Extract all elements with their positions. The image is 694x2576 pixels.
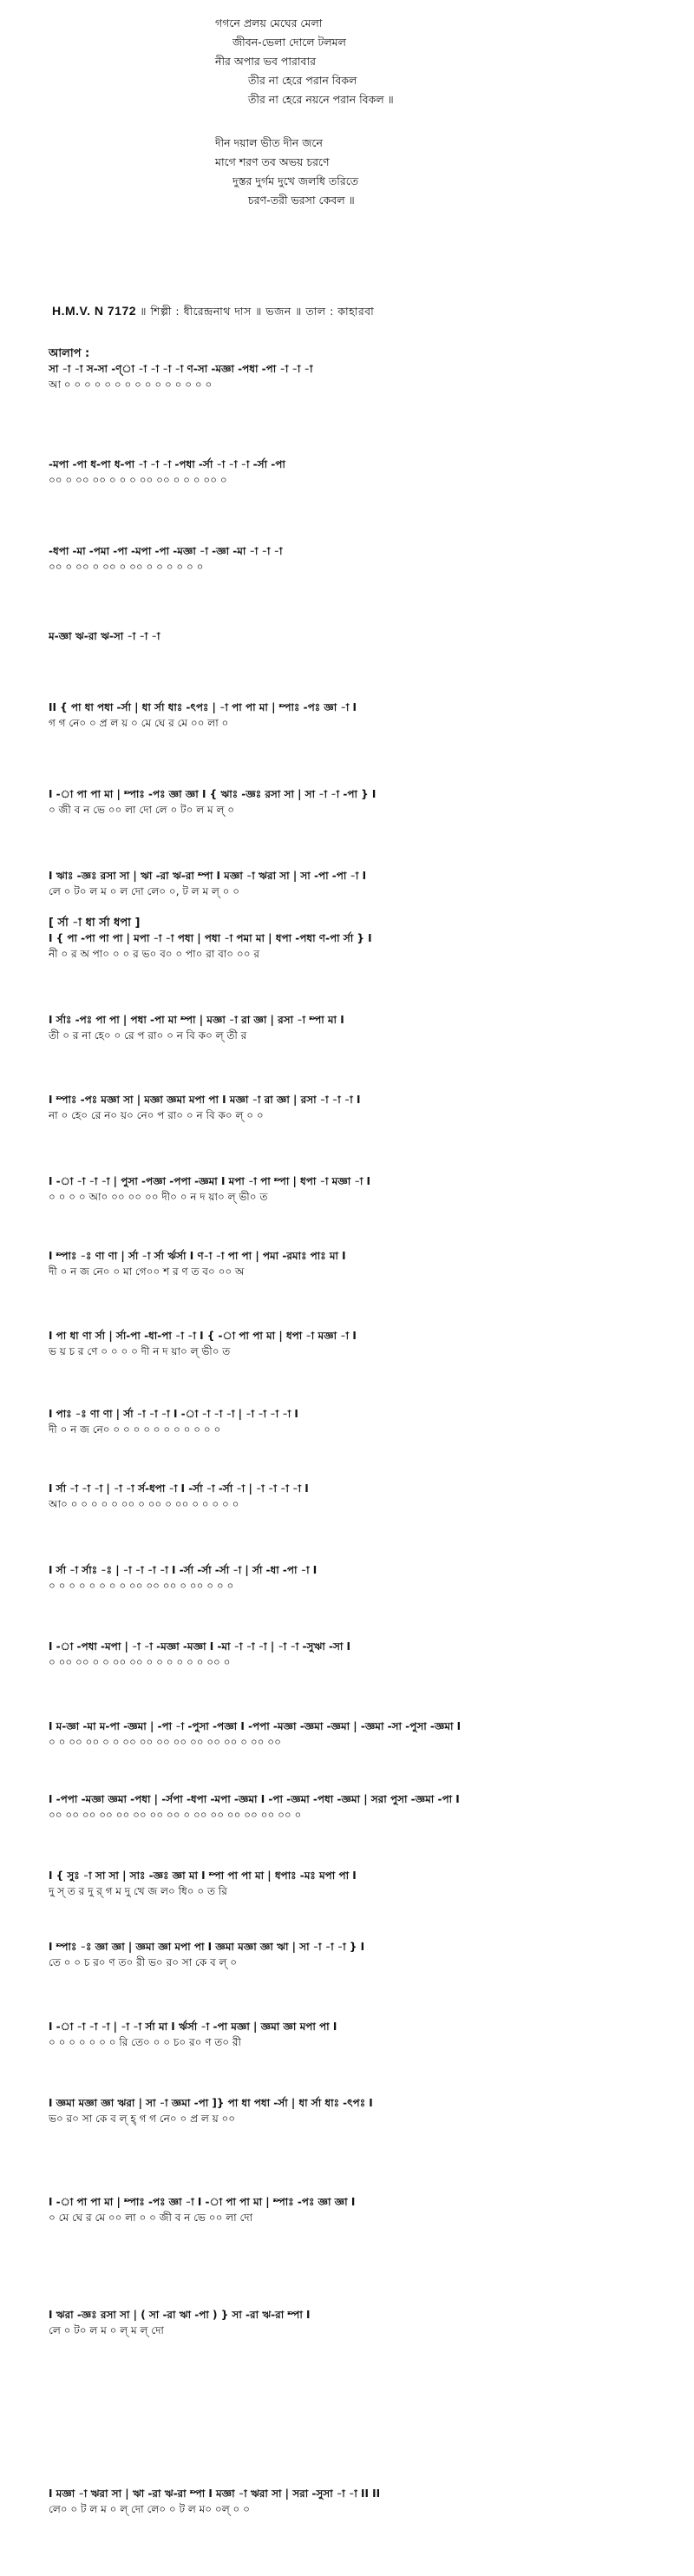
notation-row (49, 2095, 673, 2126)
record-number: H.M.V. N 7172 (52, 304, 137, 318)
notation-row (49, 628, 673, 660)
notation-row (49, 1481, 673, 1512)
notation-row (49, 2194, 673, 2225)
notation-row (49, 2307, 673, 2338)
lyric-line: ভ য় চ র ণে ০ ০ ০ ০ দী ন দ য়া০ ল্‌ ভী০ ত (49, 1345, 231, 1357)
section-label: আলাপ : (49, 347, 90, 360)
notation-row (49, 1939, 673, 1970)
lyric-line: তে ০ ০ চ র০ ণ ত০ রী ভ০ র০ সা কে ব ল্‌ ০ (49, 1956, 238, 1968)
swara-line: I র্সা -া -া -া | -া -া র্স-ধপা -া I -র্সা -া -র্সা -া | -া -া -া -া I (49, 1482, 309, 1495)
lyric-line: লে০ ০ ট ল ম ০ ল্‌ দো লে০ ০ ট ল ম০ ০ল্‌ ০ ০ (49, 2503, 250, 2515)
swara-line: I জ্ঞমা মজ্ঞা জ্ঞা ঋরা | সা -া জ্ঞমা -পা ]} পা ধা পধা -র্সা | ধা র্সা ধাঃ -ৎপঃ I (49, 2097, 373, 2109)
swara-line: I ঋাঃ -জ্ঞঃ রসা সা | ঋা -রা ঋ-রা ম্পা I মজ্ঞা -া ঋরা সা | সা -পা -পা -া I (49, 870, 367, 882)
lyric-line: ০০ ০০ ০০ ০০ ০০ ০০ ০০ ০০ ০ ০০ ০০ ০০ ০০ ০০ ০০ ০ (49, 1809, 302, 1821)
lyric-line: ০ ০ ০ ০ ০ ০ ০ ০ ০০ ০০ ০০ ০ ০০ ০ ০ ০ (49, 1580, 234, 1592)
notation-row (49, 543, 673, 575)
swara-line: I { সুঃ -া সা সা | সাঃ -জ্ঞঃ জ্ঞা মা I ম্পা পা পা মা | ধপাঃ -মঃ মপা পা I (49, 1870, 357, 1882)
swara-line: I { পা -পা পা পা | মপা -া -া পধা | পধা -া পমা মা | ধপা -পধা ণ-পা র্সা } I (49, 932, 372, 944)
notation-row (49, 1639, 673, 1670)
swara-line: I ম্পাঃ -ঃ ণা ণা | র্সা -া র্সা র্ঋর্সা I ণ-া -া পা পা | পমা -রমাঃ পাঃ মা I (49, 1250, 346, 1262)
notation-row (49, 1868, 673, 1899)
notation-row (49, 786, 673, 818)
notation-row (49, 1562, 673, 1594)
poem-line: দীন দয়াল ভীত দীন জনে (215, 136, 323, 149)
notation-row (49, 1328, 673, 1359)
swara-line: I -া পা পা মা | ম্পাঃ -পঃ জ্ঞা জ্ঞা I { ঋাঃ -জ্ঞঃ রসা সা | সা -া -া -পা } I (49, 788, 376, 800)
lyric-line: আ০ ০ ০ ০ ০ ০ ০০ ০ ০০ ০ ০০ ০ ০ ০ ০ ০ (49, 1498, 239, 1510)
artist-info: ॥ শিল্পী : ধীরেন্দ্রনাথ দাস ॥ ভজন ॥ তাল : কাহারবা (140, 305, 375, 318)
lyric-line: গ গ নে০ ০ প্র ল য় ০ মে ঘে র মে ০০ লা ০ (49, 717, 229, 729)
lyric-line: ০ ০ ০ ০ আ০ ০০ ০০ ০০ দী০ ০ ন দ য়া০ ল্‌ ভী০ ত (49, 1191, 268, 1203)
notation-row (49, 868, 673, 899)
swara-line: I ম্পাঃ -পঃ মজ্ঞা সা | মজ্ঞা জ্ঞমা মপা পা I মজ্ঞা -া রা জ্ঞা | রসা -া -া -া I (49, 1094, 361, 1106)
swara-line: I পাঃ -ঃ ণা ণা | র্সা -া -া -া I -া -া -া -া | -া -া -া -া I (49, 1408, 298, 1420)
lyric-line (49, 644, 673, 660)
poem-line: মাগে শরণ তব অভয় চরণে (215, 155, 330, 168)
lyric-line: আ ০ ০ ০ ০ ০ ০ ০ ০ ০ ০ ০ ০ ০ ০ ০ (49, 378, 213, 391)
swara-line: I ঋরা -জ্ঞঃ রসা সা | ( সা -রা ঋা -পা ) } সা -রা ঋ-রা ম্পা I (49, 2309, 311, 2321)
notation-row (49, 1718, 673, 1750)
sub-label: [ র্সা -া ধা র্সা ধপা ] (49, 917, 141, 930)
poem-line: দুস্তর দুর্গম দুখে জলধি তরিতে (232, 174, 359, 187)
notation-row (49, 1248, 673, 1279)
lyric-line: লে ০ ট০ ল ম ০ ল দো লে০ ০, ট ল ম ল্‌ ০ ০ (49, 885, 240, 897)
notation-row (49, 1791, 673, 1823)
lyric-line: দু স্‌ ত র দু র্‌ গ ম দু খে জ ল০ ধি০ ০ ত রি (49, 1885, 227, 1897)
swara-line: I -া পা পা মা | ম্পাঃ -পঃ জ্ঞা -া I -া পা পা মা | ম্পাঃ -পঃ জ্ঞা জ্ঞা I (49, 2196, 356, 2208)
swara-line: I -া -পধা -মপা | -া -া -মজ্ঞা -মজ্ঞা I -মা -া -া -া | -া -া -সুঋা -সা I (49, 1640, 351, 1653)
poem-line: গগনে প্রলয় মেঘের মেলা (215, 16, 323, 30)
notation-row (49, 457, 673, 488)
swara-line: I ম-জ্ঞা -মা ম-পা -জ্ঞমা | -পা -া -পুসা -পজ্ঞা I -পপা -মজ্ঞা -জ্ঞমা -জ্ঞমা | -জ্ঞমা -সা -পুসা -জ্ঞমা I (49, 1720, 462, 1732)
poem-line: জীবন-ভেলা দোলে টলমল (232, 36, 346, 49)
lyric-line: নী ০ র অ পা০ ০ ০ র ভ০ ব০ ০ পা০ রা বা০ ০০ র (49, 948, 259, 960)
lyric-line: দী ০ ন জ নে০ ০ ০ ০ ০ ০ ০ ০ ০ ০ ০ ০ (49, 1423, 221, 1436)
swara-line: I পা ধা ণা র্সা | র্সা-পা -ধা-পা -া -া I { -া পা পা মা | ধপা -া মজ্ঞা -া I (49, 1330, 357, 1342)
swara-line: I র্সা -া র্সাঃ -ঃ | -া -া -া -া I -র্সা -র্সা -র্সা -া | র্সা -ধা -পা -া I (49, 1564, 318, 1576)
swara-line: I র্সাঃ -পঃ পা পা | পধা -পা মা ম্পা | মজ্ঞা -া রা জ্ঞা | রসা -া ম্পা মা I (49, 1014, 344, 1026)
notation-row (49, 1173, 673, 1205)
lyric-line: ০ ০ ০০ ০০ ০ ০ ০০ ০০ ০০ ০০ ০০ ০০ ০০ ০ ০০ ০০ (49, 1736, 281, 1748)
poem-line: তীর না হেরে নয়নে পরান বিকল ॥ (248, 93, 394, 106)
notation-row (49, 1092, 673, 1123)
lyric-line: ভ০ র০ সা কে ব ল্‌ হ্‌ গ গ নে০ ০ প্র ল য় ০০ (49, 2113, 236, 2125)
lyric-line: ০ মে ঘে র মে ০০ লা ০ ০ জী ব ন ভে ০০ লা দো (49, 2211, 253, 2224)
lyric-line: ০০ ০ ০০ ০০ ০ ০ ০ ০০ ০০ ০ ০ ০ ০০ ০ (49, 474, 227, 486)
lyric-line: দী ০ ন জ নে০ ০ মা গে০০ শ র ণ ত ব০ ০০ অ (49, 1265, 245, 1278)
lyric-line: লে ০ ট০ ল ম ০ ল্‌ ম ল্‌ দো (49, 2324, 164, 2336)
lyric-line: না ০ হে০ রে ন০ য়০ নে০ প রা০ ০ ন বি ক০ ল্‌ ০ ০ (49, 1109, 264, 1121)
swara-line: ম-জ্ঞা ঋ-রা ঋ-সা -া -া -া (49, 630, 160, 642)
poem-line: চরণ-তরী ভরসা কেবল ॥ (248, 194, 355, 207)
lyric-line: ০০ ০ ০০ ০ ০০ ০ ০০ ০ ০ ০ ০ ০ ০ (49, 561, 204, 573)
lyric-line: ০ জী ব ন ভে ০০ লা দো লে ০ ট০ ল ম ল্‌ ০ (49, 804, 235, 816)
swara-line: -মপা -পা ধ-পা ধ-পা -া -া -া -পধা -র্সা -া -া -া -র্সা -পা (49, 458, 285, 470)
notation-row (49, 930, 673, 962)
notation-row (49, 2019, 673, 2050)
lyric-line: ০ ০০ ০০ ০ ০ ০০ ০০ ০ ০ ০ ০ ০ ০ ০০ ০ (49, 1656, 231, 1668)
swara-line: I ম্পাঃ -ঃ জ্ঞা জ্ঞা | জ্ঞমা জ্ঞা মপা পা I জ্ঞমা মজ্ঞা জ্ঞা ঋা | সা -া -া -া } I (49, 1941, 365, 1953)
swara-line: I -পপা -মজ্ঞা জ্ঞমা -পধা | -র্সপা -ধপা -মপা -জ্ঞমা I -পা -জ্ঞমা -পধা -জ্ঞমা | সরা পুসা -জ্ঞমা -পা I (49, 1793, 460, 1805)
swara-line: II { পা ধা পধা -র্সা | ধা র্সা ধাঃ -ৎপঃ | -া পা পা মা | ম্পাঃ -পঃ জ্ঞা -া I (49, 701, 357, 713)
swara-line: I -া -া -া -া | পুসা -পজ্ঞা -পপা -জ্ঞমা I মপা -া পা ম্পা | ধপা -া মজ্ঞা -া I (49, 1175, 370, 1187)
notation-row (49, 1012, 673, 1043)
record-header (52, 304, 374, 322)
swara-line: সা -া -া স-সা -ণ্া -া -া -া -া ণ-সা -মজ্ঞা -পধা -পা -া -া -া (49, 363, 313, 375)
poem-line: তীর না হেরে পরান বিকল (248, 74, 357, 87)
lyric-line: তী ০ র না হে০ ০ রে প রা০ ০ ন বি ক০ ল্‌ তী র (49, 1029, 247, 1042)
notation-row (49, 1406, 673, 1437)
swara-line: I -া -া -া -া | -া -া র্সা মা I র্ঋর্সা -া -পা মজ্ঞা | জ্ঞমা জ্ঞা মপা পা I (49, 2021, 337, 2033)
notation-row (49, 2486, 673, 2517)
swara-line: -ধপা -মা -পমা -পা -মপা -পা -মজ্ঞা -া -জ্ঞা -মা -া -া -া (49, 545, 283, 557)
notation-row (49, 361, 673, 392)
lyric-line: ০ ০ ০ ০ ০ ০ ০ রি তে০ ০ ০ চ০ র০ ণ ত০ রী (49, 2036, 241, 2048)
notation-row (49, 700, 673, 731)
swara-line: I মজ্ঞা -া ঋরা সা | ঋা -রা ঋ-রা ম্পা I মজ্ঞা -া ঋরা সা | সরা -সুসা -া -া II II (49, 2487, 381, 2500)
poem-line: নীর অপার ভব পারাবার (215, 55, 316, 68)
